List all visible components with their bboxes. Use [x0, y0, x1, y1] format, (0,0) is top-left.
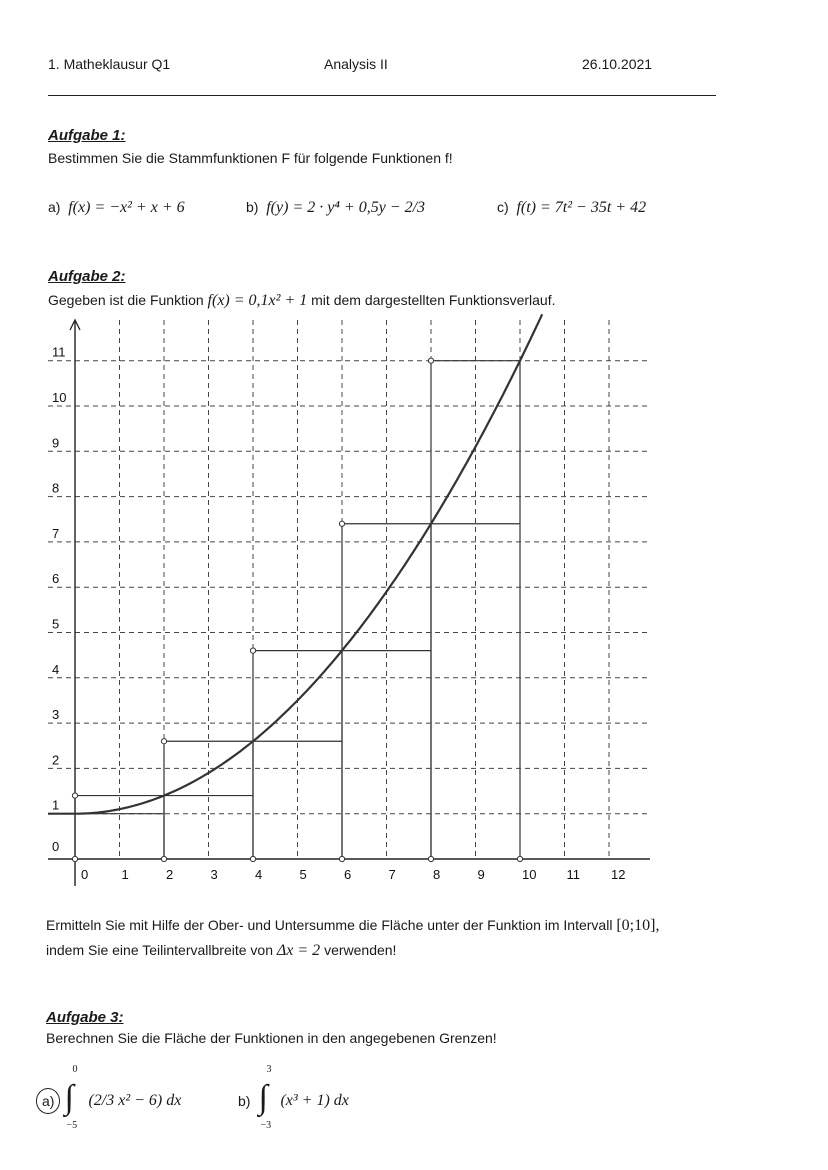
task3-a-lower-limit: −5	[66, 1120, 78, 1131]
task1-b-expression: f(y) = 2 · y⁴ + 0,5y − 2/3	[266, 199, 426, 216]
y-tick-label: 10	[52, 390, 67, 405]
task2-intro-pre: Gegeben ist die Funktion	[48, 292, 204, 308]
task2-dx: Δx = 2	[276, 942, 321, 959]
task1-a-label: a)	[48, 199, 61, 215]
y-tick-label: 3	[52, 707, 60, 723]
upper-sum-corner-point	[250, 648, 255, 653]
y-tick-label: 6	[52, 571, 60, 587]
x-tick-label: 1	[121, 867, 129, 882]
task1-part-c	[497, 199, 646, 217]
task1-c-expression: f(t) = 7t² − 35t + 42	[516, 199, 647, 216]
task2-interval: [0;10],	[616, 917, 660, 934]
x-tick-label: 10	[522, 867, 537, 882]
partition-point	[250, 856, 255, 861]
header-date: 26.10.2021	[582, 56, 653, 72]
y-tick-label: 2	[52, 752, 60, 768]
upper-sum-corner-point	[72, 793, 77, 798]
task2-question-text2: indem Sie eine Teilintervallbreite von	[46, 942, 273, 958]
function-curve	[48, 314, 542, 813]
task1-part-a	[48, 199, 185, 217]
task1-title: Aufgabe 1:	[48, 127, 126, 144]
x-tick-label: 9	[477, 867, 485, 882]
function-graph	[0, 310, 828, 895]
y-tick-label: 4	[52, 661, 60, 677]
task3-part-b	[238, 1064, 349, 1131]
upper-sum-corner-point	[161, 739, 166, 744]
task2-question-text: Ermitteln Sie mit Hilfe der Ober- und Untersumme die Fläche unter der Funktion im Intervall	[46, 917, 613, 933]
task3-a-label: a)	[36, 1088, 60, 1114]
task2-question-text3: verwenden!	[324, 942, 397, 958]
x-tick-label: 3	[210, 867, 218, 882]
task1-a-expression: f(x) = −x² + x + 6	[68, 199, 185, 216]
task3-a-upper-limit: 0	[72, 1064, 78, 1075]
task3-title: Aufgabe 3:	[46, 1009, 124, 1026]
task2-title: Aufgabe 2:	[48, 268, 126, 285]
function-curve-group	[48, 314, 542, 813]
y-tick-label: 9	[52, 435, 60, 451]
header-subject: Analysis II	[324, 56, 388, 72]
x-tick-label: 7	[388, 867, 396, 882]
x-tick-label: 8	[433, 867, 441, 882]
task2-intro-post: mit dem dargestellten Funktionsverlauf.	[311, 292, 556, 308]
y-tick-label: 11	[52, 344, 66, 360]
task3-b-integrand: (x³ + 1) dx	[280, 1092, 349, 1109]
task1-part-b	[246, 199, 425, 217]
task2-question-line2	[46, 942, 396, 960]
partition-point	[72, 856, 77, 861]
partition-point	[339, 856, 344, 861]
integral-sign: ∫	[258, 1079, 268, 1116]
tick-labels	[52, 345, 625, 882]
x-tick-label: 11	[566, 867, 580, 882]
grid	[48, 320, 650, 859]
task1-c-label: c)	[497, 199, 509, 215]
axes	[48, 320, 650, 886]
task2-question-line1	[46, 917, 659, 935]
partition-point	[161, 856, 166, 861]
x-tick-label: 12	[611, 867, 626, 882]
y-tick-label: 0	[52, 839, 60, 854]
y-tick-label: 7	[52, 525, 60, 541]
y-tick-label: 8	[52, 480, 60, 496]
upper-sum-corner-point	[339, 521, 344, 526]
y-tick-label: 1	[52, 797, 60, 813]
task3-part-a	[36, 1064, 182, 1131]
x-tick-label: 6	[344, 867, 352, 882]
upper-sum-corner-point	[428, 358, 433, 363]
x-tick-label: 4	[255, 867, 263, 882]
task2-intro	[48, 292, 555, 310]
task2-function: f(x) = 0,1x² + 1	[207, 292, 308, 309]
task3-b-label: b)	[238, 1093, 251, 1109]
task3-b-integral	[256, 1064, 280, 1131]
task3-instruction: Berechnen Sie die Fläche der Funktionen in den angegebenen Grenzen!	[46, 1030, 497, 1046]
task3-a-integrand: (2/3 x² − 6) dx	[88, 1092, 182, 1109]
integral-sign: ∫	[64, 1079, 74, 1116]
x-tick-label: 2	[166, 867, 174, 882]
task3-a-integral	[64, 1064, 88, 1131]
y-tick-label: 5	[52, 616, 60, 632]
task3-b-upper-limit: 3	[266, 1064, 272, 1075]
header-divider	[48, 95, 716, 96]
task3-b-lower-limit: −3	[260, 1120, 272, 1131]
x-tick-label: 5	[299, 867, 307, 882]
partition-point	[517, 856, 522, 861]
x-tick-label: 0	[81, 867, 89, 882]
partition-point	[428, 856, 433, 861]
header-course: 1. Matheklausur Q1	[48, 56, 171, 72]
task1-b-label: b)	[246, 199, 259, 215]
task1-instruction: Bestimmen Sie die Stammfunktionen F für folgende Funktionen f!	[48, 150, 453, 166]
